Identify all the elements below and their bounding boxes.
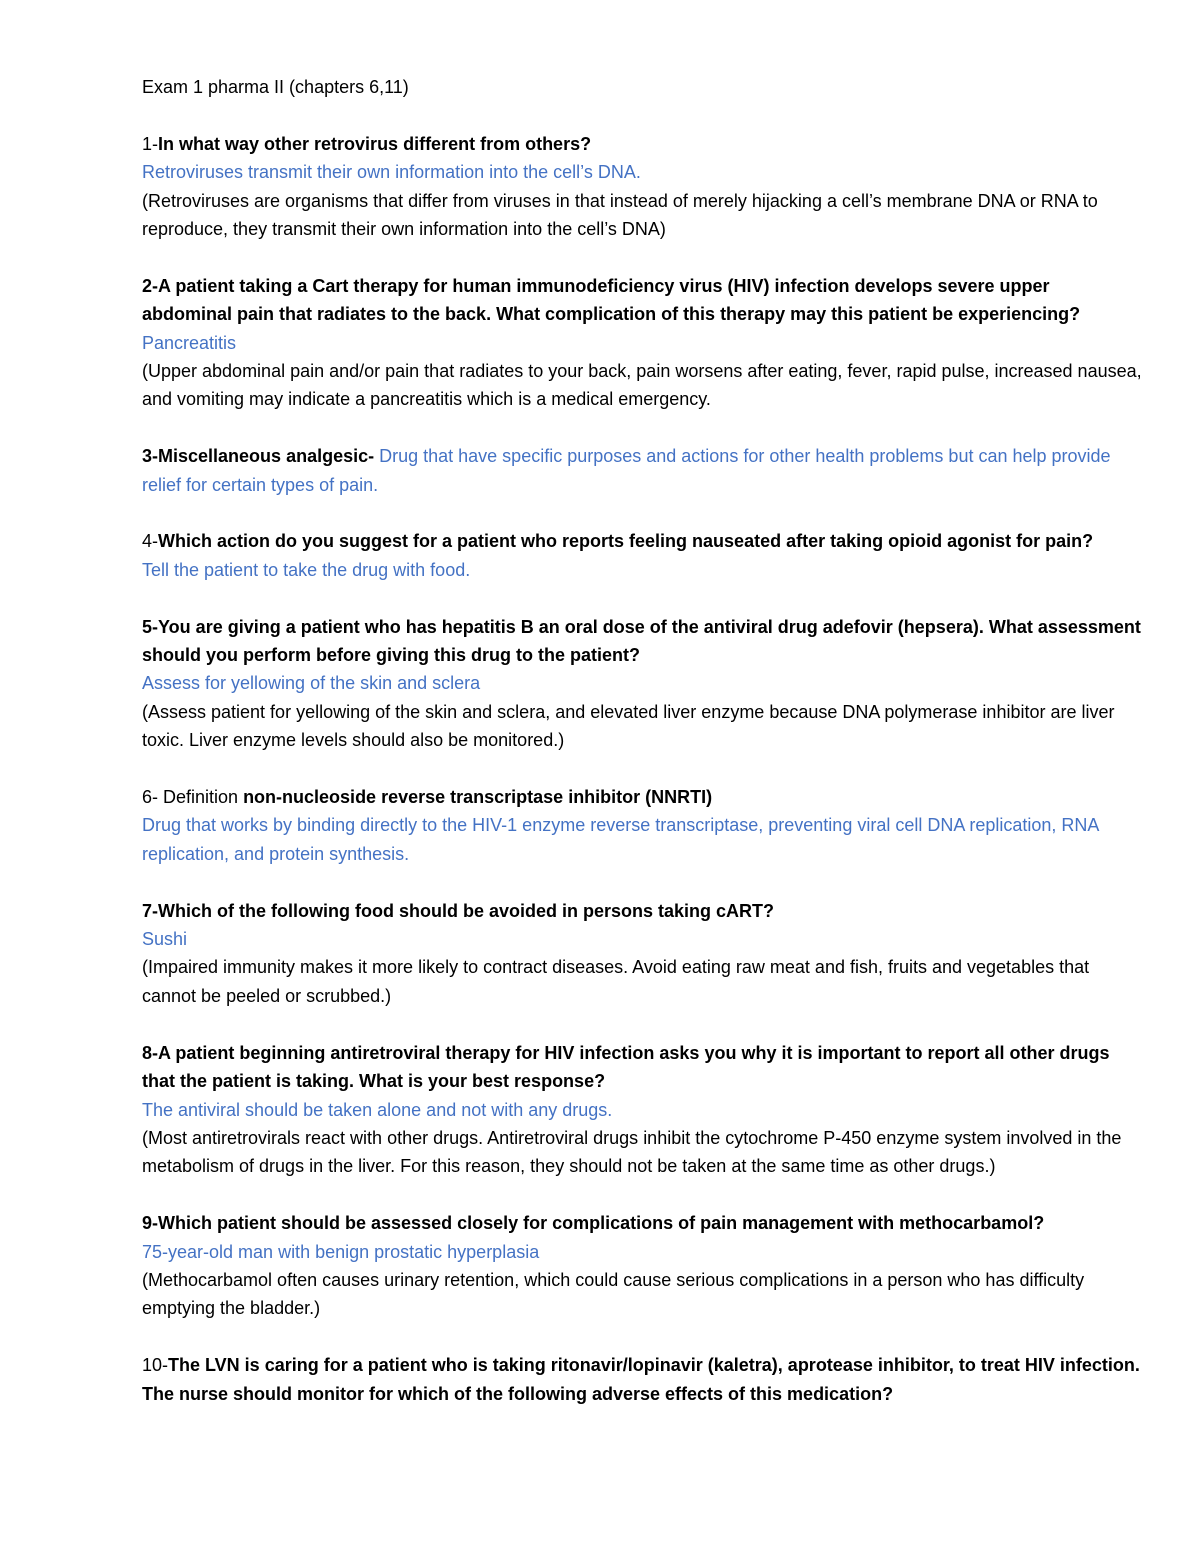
answer-text: Retroviruses transmit their own information into the cell’s DNA. xyxy=(142,162,641,183)
question-body: A patient beginning antiretroviral therapy for HIV infection asks you why it is important to report all other drugs that the patient is taking. What is your best response? xyxy=(142,1042,1110,1092)
explanation-text: (Methocarbamol often causes urinary retention, which could cause serious complications in a person who has difficulty emptying the bladder.) xyxy=(142,1269,1085,1319)
answer-text: Assess for yellowing of the skin and sclera xyxy=(142,673,481,694)
question-body: Which of the following food should be avoided in persons taking cART? xyxy=(158,900,775,921)
question-body: The LVN is caring for a patient who is taking ritonavir/lopinavir (kaletra), aprotease inhibitor, to treat HIV infection. The nurse should monitor for which of the following adverse effects of this medication? xyxy=(142,1355,1140,1404)
question-item xyxy=(142,1351,1142,1408)
question-number: 10- xyxy=(142,1355,169,1376)
question-number: 8- xyxy=(142,1042,159,1063)
question-item xyxy=(142,272,1142,414)
answer-text: Drug that works by binding directly to the HIV-1 enzyme reverse transcriptase, preventing viral cell DNA replication, RNA replication, and protein synthesis. xyxy=(142,815,1099,864)
question-text xyxy=(142,1039,1142,1096)
question-number: 9- xyxy=(142,1213,159,1234)
question-text xyxy=(142,783,1142,811)
answer-text: Tell the patient to take the drug with food. xyxy=(142,559,471,580)
question-prefix: Definition xyxy=(158,787,239,808)
question-text xyxy=(142,613,1142,670)
answer-text: Sushi xyxy=(142,929,188,950)
question-body: Which action do you suggest for a patient who reports feeling nauseated after taking opioid agonist for pain? xyxy=(158,531,1094,552)
question-body: In what way other retrovirus different from others? xyxy=(158,133,592,154)
question-body: You are giving a patient who has hepatitis B an oral dose of the antiviral drug adefovir (hepsera). What assessment should you perform before giving this drug to the patient? xyxy=(142,616,1141,666)
answer-text: The antiviral should be taken alone and not with any drugs. xyxy=(142,1099,613,1120)
question-item xyxy=(142,527,1142,584)
question-text xyxy=(142,1209,1142,1237)
explanation-text: (Most antiretrovirals react with other drugs. Antiretroviral drugs inhibit the cytochrome P-450 enzyme system involved in the metabolism of drugs in the liver. For this reason, they should not be taken at the same time as other drugs.) xyxy=(142,1127,1122,1177)
answer-text: 75-year-old man with benign prostatic hyperplasia xyxy=(142,1241,540,1262)
question-text xyxy=(142,272,1142,329)
question-number: 2- xyxy=(142,275,159,296)
question-body: non-nucleoside reverse transcriptase inhibitor (NNRTI) xyxy=(238,787,713,808)
answer-text: Pancreatitis xyxy=(142,332,237,353)
question-text xyxy=(142,1351,1142,1408)
answer-text: Drug that have specific purposes and actions for other health problems but can help provide relief for certain types of pain. xyxy=(142,446,1111,495)
question-number: 7- xyxy=(142,900,159,921)
question-body: Which patient should be assessed closely for complications of pain management with methocarbamol? xyxy=(158,1213,1045,1234)
question-number: 4- xyxy=(142,531,159,552)
question-number: 3- xyxy=(142,446,159,467)
explanation-text: (Upper abdominal pain and/or pain that radiates to your back, pain worsens after eating, fever, rapid pulse, increased nausea, and vomiting may indicate a pancreatitis which is a medical emergency. xyxy=(142,361,1142,410)
explanation-text: (Assess patient for yellowing of the skin and sclera, and elevated liver enzyme because DNA polymerase inhibitor are liver toxic. Liver enzyme levels should also be monitored.) xyxy=(142,701,1115,751)
question-number: 1- xyxy=(142,133,159,154)
explanation-text: (Impaired immunity makes it more likely to contract diseases. Avoid eating raw meat and fish, fruits and vegetables that cannot be peeled or scrubbed.) xyxy=(142,957,1090,1006)
question-item xyxy=(142,613,1142,755)
document-page xyxy=(142,73,1142,1436)
question-item xyxy=(142,442,1142,499)
question-item xyxy=(142,783,1142,868)
question-item xyxy=(142,130,1142,244)
question-number: 6- xyxy=(142,787,159,808)
question-body: Miscellaneous analgesic- xyxy=(158,446,375,467)
question-text xyxy=(142,897,1142,925)
question-text xyxy=(142,130,1142,158)
question-number: 5- xyxy=(142,616,159,637)
question-item xyxy=(142,1209,1142,1323)
question-item xyxy=(142,897,1142,1011)
question-body: A patient taking a Cart therapy for human immunodeficiency virus (HIV) infection develops severe upper abdominal pain that radiates to the back. What complication of this therapy may this patient be experiencing? xyxy=(142,275,1081,325)
question-item xyxy=(142,1039,1142,1181)
document-title: Exam 1 pharma II (chapters 6,11) xyxy=(142,77,409,97)
question-text xyxy=(142,442,1142,499)
question-text xyxy=(142,527,1142,555)
explanation-text: (Retroviruses are organisms that differ from viruses in that instead of merely hijacking a cell’s membrane DNA or RNA to reproduce, they transmit their own information into the cell’s DNA) xyxy=(142,190,1098,240)
